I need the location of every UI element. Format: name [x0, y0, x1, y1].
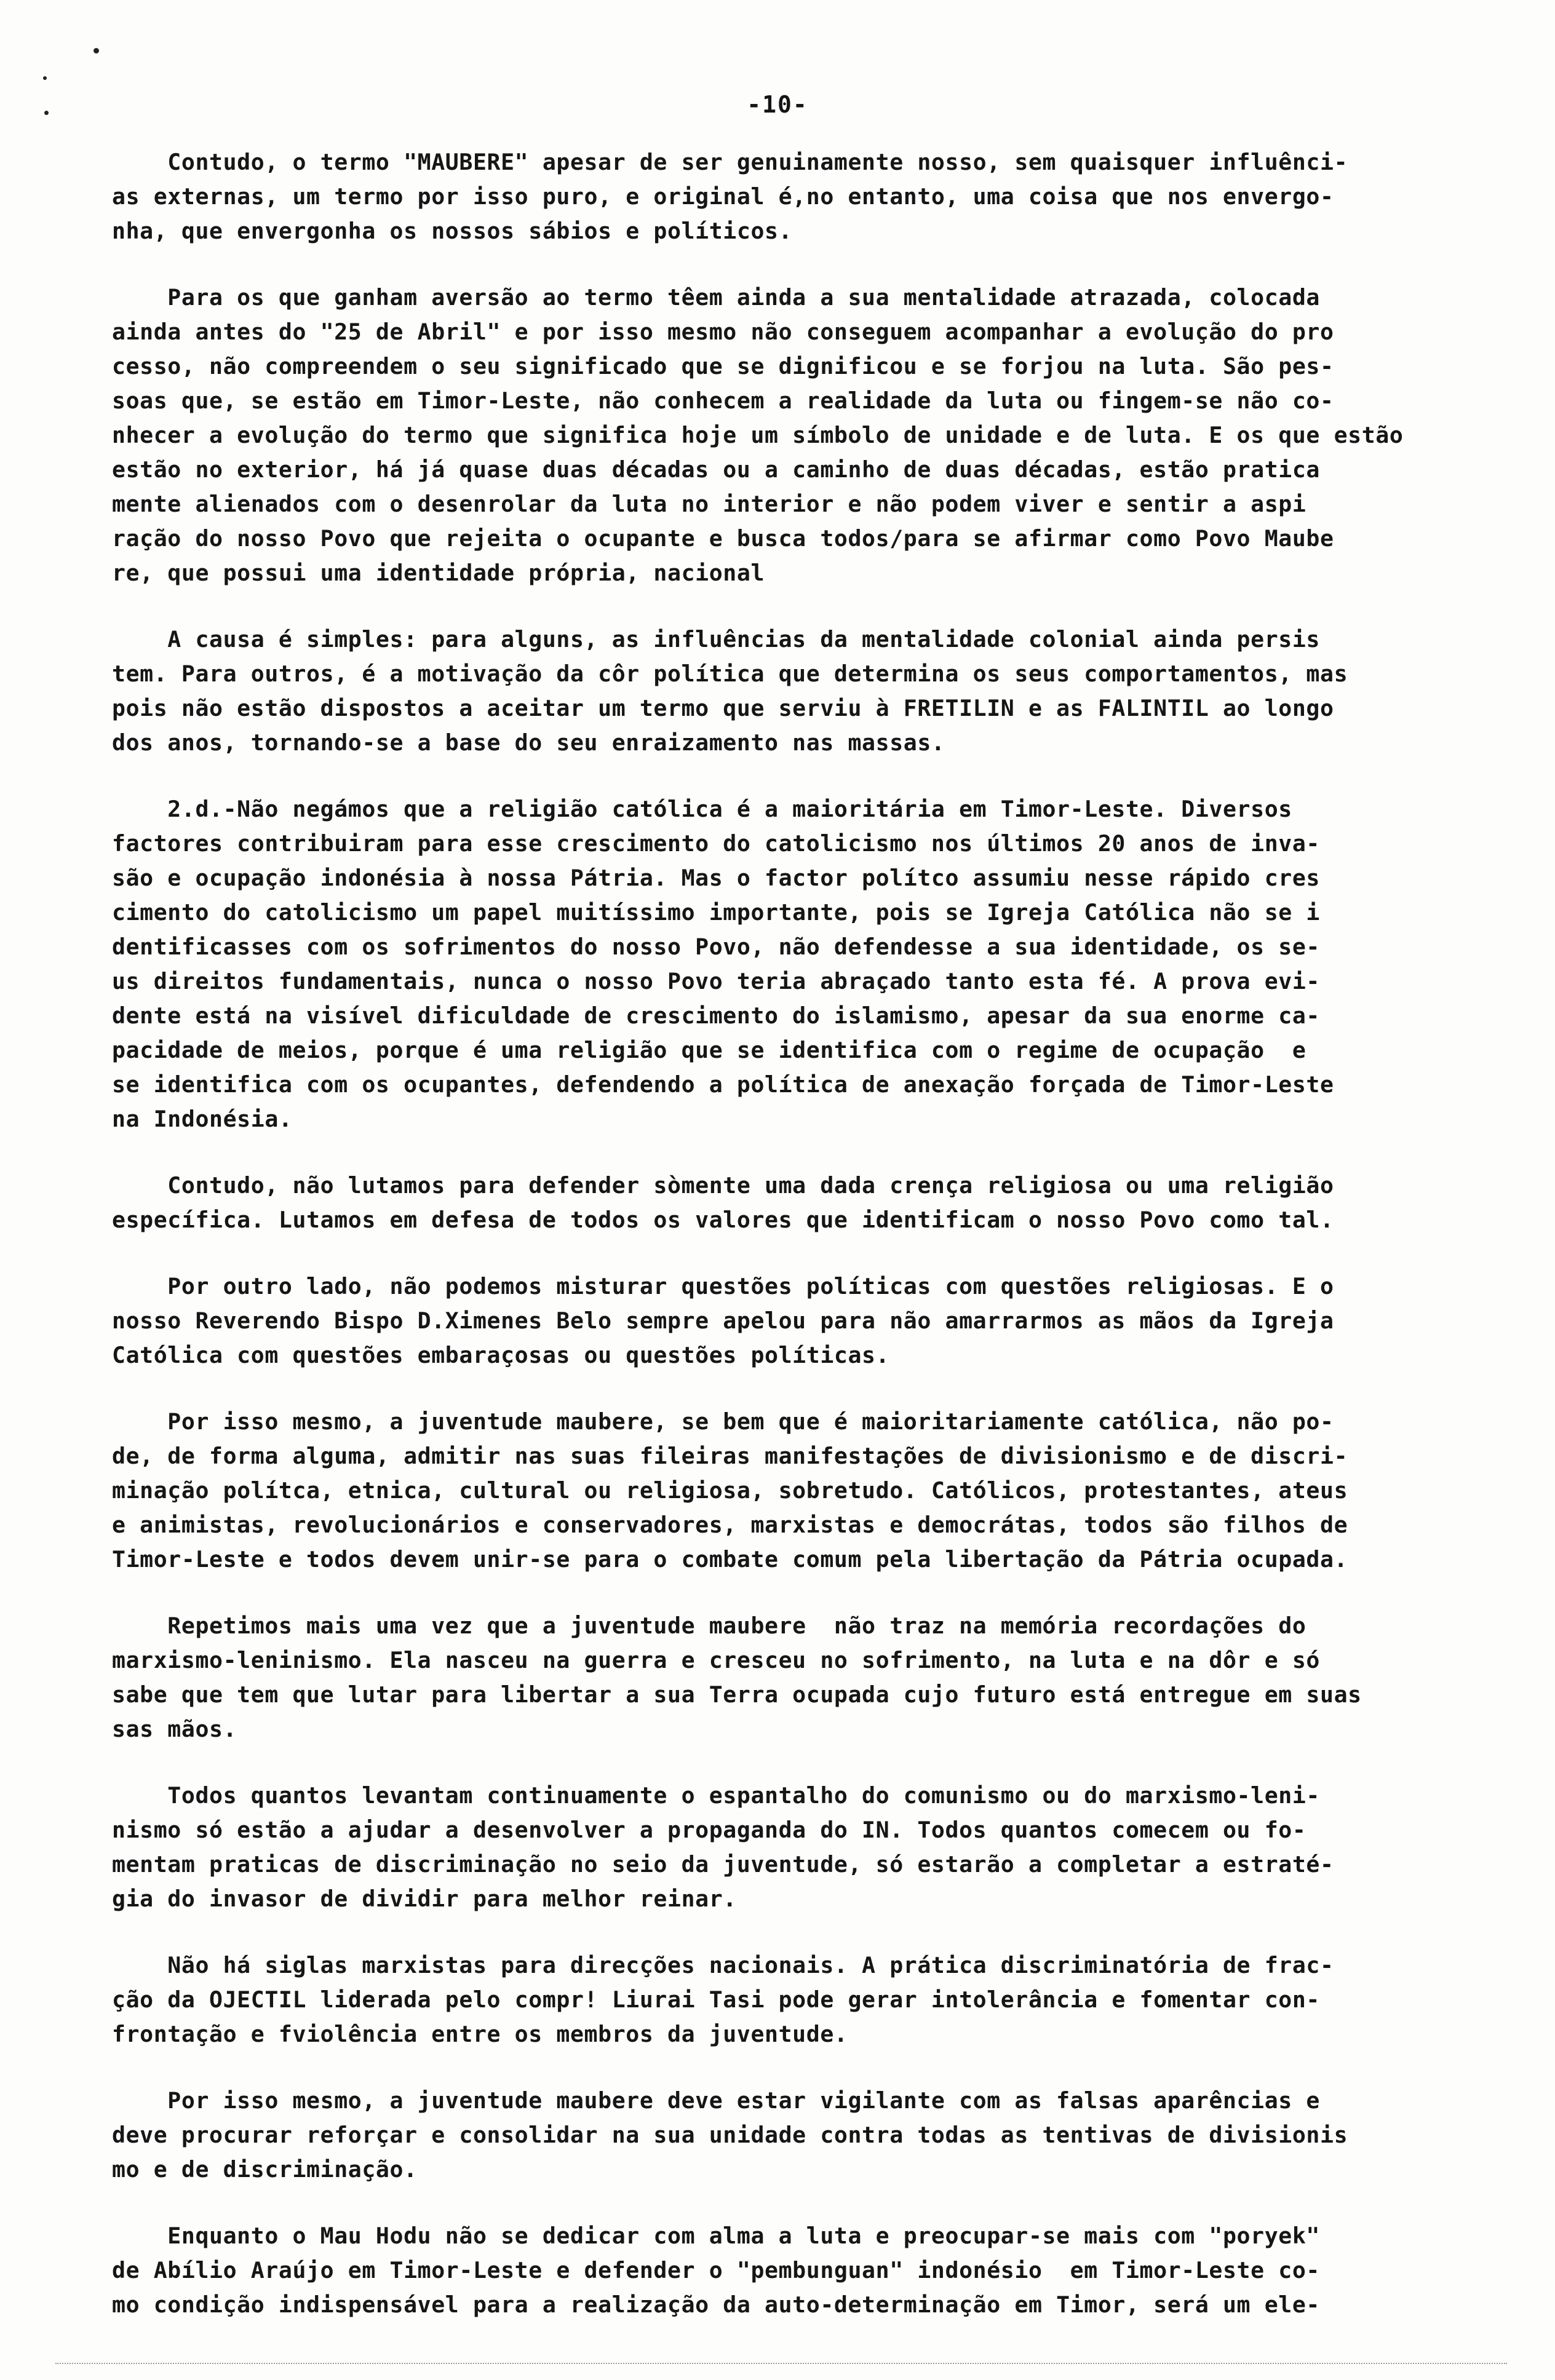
text-line: ção da OJECTIL liderada pelo compr! Liurai Tasi pode gerar intolerância e fomentar con- [112, 1986, 1321, 2013]
text-line: Para os que ganham aversão ao termo têem ainda a sua mentalidade atrazada, colocada [112, 284, 1321, 311]
text-line: ainda antes do "25 de Abril" e por isso mesmo não conseguem acompanhar a evolução do pro [112, 319, 1334, 345]
paragraph [112, 1168, 1465, 1237]
text-line: pois não estão dispostos a aceitar um termo que serviu à FRETILIN e as FALINTIL ao longo [112, 695, 1334, 721]
text-line: de Abílio Araújo em Timor-Leste e defender o "pembunguan" indonésio em Timor-Leste co- [112, 2257, 1321, 2283]
text-line: as externas, um termo por isso puro, e original é,no entanto, uma coisa que nos envergo- [112, 183, 1334, 210]
paragraph [112, 280, 1465, 590]
text-line: mentam praticas de discriminação no seio da juventude, só estarão a completar a estraté- [112, 1851, 1334, 1878]
body-text [112, 145, 1465, 2354]
text-line: pacidade de meios, porque é uma religião que se identifica com o regime de ocupação e [112, 1037, 1306, 1063]
text-line: mente alienados com o desenrolar da luta no interior e não podem viver e sentir a aspi [112, 491, 1306, 517]
text-line: Católica com questões embaraçosas ou questões políticas. [112, 1342, 890, 1368]
text-line: tem. Para outros, é a motivação da côr política que determina os seus comportamentos, mas [112, 660, 1348, 687]
text-line: na Indonésia. [112, 1106, 293, 1132]
page-number: -10- [747, 91, 808, 118]
paragraph [112, 145, 1465, 248]
text-line: nhecer a evolução do termo que significa hoje um símbolo de unidade e de luta. E os que estão [112, 422, 1404, 448]
text-line: mo e de discriminação. [112, 2156, 418, 2183]
text-line: marxismo-leninismo. Ela nasceu na guerra e cresceu no sofrimento, na luta e na dôr e só [112, 1647, 1321, 1673]
text-line: ração do nosso Povo que rejeita o ocupante e busca todos/para se afirmar como Povo Maube [112, 525, 1334, 552]
text-line: soas que, se estão em Timor-Leste, não conhecem a realidade da luta ou fingem-se não co- [112, 387, 1334, 414]
text-line: mo condição indispensável para a realização da auto-determinação em Timor, será um ele- [112, 2291, 1321, 2318]
text-line: Contudo, o termo "MAUBERE" apesar de ser genuinamente nosso, sem quaisquer influênci- [112, 149, 1348, 175]
text-line: cimento do catolicismo um papel muitíssimo importante, pois se Igreja Católica não se i [112, 899, 1321, 926]
text-line: Contudo, não lutamos para defender sòmente uma dada crença religiosa ou uma religião [112, 1172, 1334, 1199]
text-line: re, que possui uma identidade própria, nacional [112, 560, 765, 586]
paragraph [112, 1609, 1465, 1747]
paragraph [112, 2219, 1465, 2322]
text-line: de, de forma alguma, admitir nas suas fileiras manifestações de divisionismo e de discri- [112, 1443, 1348, 1469]
paragraph [112, 1269, 1465, 1373]
text-line: específica. Lutamos em defesa de todos os valores que identificam o nosso Povo como tal. [112, 1207, 1334, 1233]
text-line: Por outro lado, não podemos misturar questões políticas com questões religiosas. E o [112, 1273, 1334, 1299]
text-line: nismo só estão a ajudar a desenvolver a propaganda do IN. Todos quantos comecem ou fo- [112, 1817, 1306, 1843]
scan-speck [43, 76, 47, 80]
text-line: nosso Reverendo Bispo D.Ximenes Belo sempre apelou para não amarrarmos as mãos da Igreja [112, 1307, 1334, 1334]
text-line: se identifica com os ocupantes, defendendo a política de anexação forçada de Timor-Leste [112, 1071, 1334, 1098]
text-line: frontação e fviolência entre os membros da juventude. [112, 2021, 848, 2047]
paragraph [112, 792, 1465, 1136]
scan-speck [93, 48, 99, 54]
text-line: sas mãos. [112, 1716, 237, 1742]
text-line: minação polítca, etnica, cultural ou religiosa, sobretudo. Católicos, protestantes, ateus [112, 1477, 1348, 1504]
text-line: us direitos fundamentais, nunca o nosso Povo teria abraçado tanto esta fé. A prova evi- [112, 968, 1321, 994]
paragraph [112, 1779, 1465, 1916]
text-line: e animistas, revolucionários e conservadores, marxistas e democrátas, todos são filhos de [112, 1512, 1348, 1538]
text-line: gia do invasor de dividir para melhor reinar. [112, 1886, 737, 1912]
text-line: Timor-Leste e todos devem unir-se para o combate comum pela libertação da Pátria ocupada. [112, 1546, 1348, 1573]
text-line: dos anos, tornando-se a base do seu enraizamento nas massas. [112, 729, 945, 756]
text-line: deve procurar reforçar e consolidar na sua unidade contra todas as tentivas de divisionis [112, 2122, 1348, 2148]
text-line: Por isso mesmo, a juventude maubere, se bem que é maioritariamente católica, não po- [112, 1408, 1334, 1435]
text-line: nha, que envergonha os nossos sábios e políticos. [112, 218, 793, 244]
text-line: Todos quantos levantam continuamente o espantalho do comunismo ou do marxismo-leni- [112, 1782, 1321, 1809]
text-line: Não há siglas marxistas para direcções nacionais. A prática discriminatória de frac- [112, 1952, 1334, 1978]
paragraph [112, 1948, 1465, 2052]
paragraph [112, 1405, 1465, 1577]
page-bottom-rule [55, 2363, 1507, 2364]
text-line: sabe que tem que lutar para libertar a sua Terra ocupada cujo futuro está entregue em suas [112, 1681, 1362, 1708]
text-line: A causa é simples: para alguns, as influências da mentalidade colonial ainda persis [112, 626, 1321, 653]
text-line: estão no exterior, há já quase duas décadas ou a caminho de duas décadas, estão pratica [112, 456, 1321, 483]
paragraph [112, 2084, 1465, 2187]
text-line: dentificasses com os sofrimentos do nosso Povo, não defendesse a sua identidade, os se- [112, 934, 1321, 960]
text-line: Enquanto o Mau Hodu não se dedicar com alma a luta e preocupar-se mais com "poryek" [112, 2223, 1321, 2249]
text-line: Repetimos mais uma vez que a juventude maubere não traz na memória recordações do [112, 1612, 1306, 1639]
text-line: factores contribuiram para esse crescimento do catolicismo nos últimos 20 anos de inva- [112, 830, 1321, 857]
paragraph [112, 622, 1465, 760]
text-line: dente está na visível dificuldade de crescimento do islamismo, apesar da sua enorme ca- [112, 1002, 1321, 1029]
text-line: Por isso mesmo, a juventude maubere deve estar vigilante com as falsas aparências e [112, 2087, 1321, 2114]
text-line: cesso, não compreendem o seu significado que se dignificou e se forjou na luta. São pes- [112, 353, 1334, 379]
text-line: são e ocupação indonésia à nossa Pátria. Mas o factor polítco assumiu nesse rápido cres [112, 865, 1321, 891]
text-line: 2.d.-Não negámos que a religião católica é a maioritária em Timor-Leste. Diversos [112, 796, 1292, 822]
